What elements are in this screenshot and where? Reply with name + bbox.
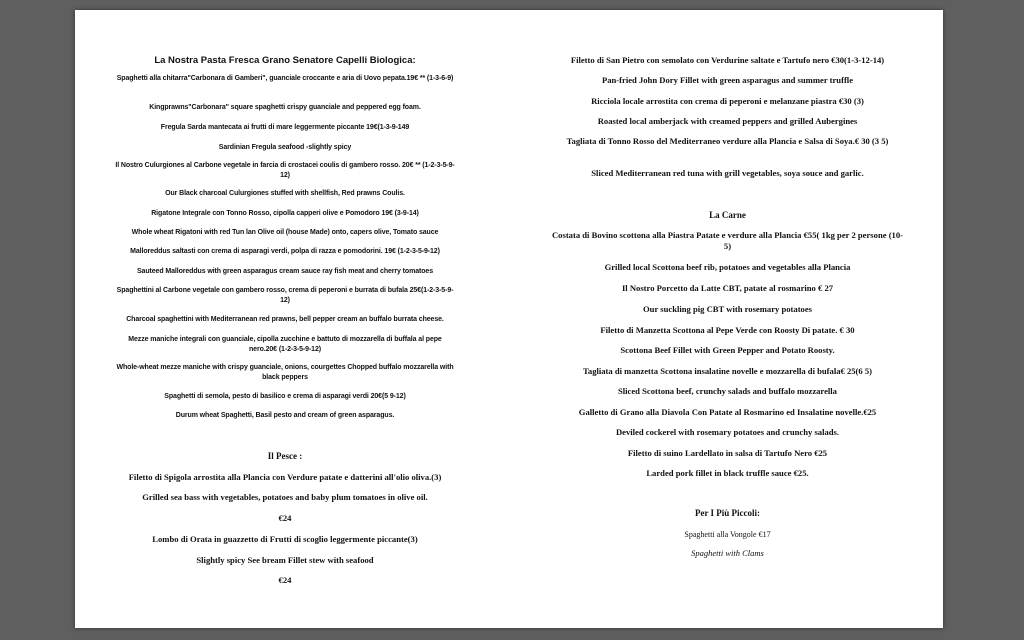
menu-item: Fregula Sarda mantecata ai frutti di mare leggermente piccante 19€(1-3-9-149 (160, 124, 410, 131)
carne-heading: La Carne (709, 210, 746, 220)
menu-item: Spaghettini al Carbone vegetale con gambero rosso, crema di peperoni e burrata di bufala 25€(1-2-3-5-9-12) (116, 287, 454, 304)
menu-item: Filetto di San Pietro con semolato con Verdurine saltate e Tartufo nero €30(1-3-12-14) (570, 55, 885, 65)
menu-item: Sauteed Malloreddus with green asparagus cream sauce ray fish meat and cherry tomatoes (136, 268, 433, 275)
menu-item: Galletto di Grano alla Diavola Con Patate al Rosmarino ed Insalatine novelle.€25 (578, 407, 877, 417)
menu-item: Sliced Scottona beef, crunchy salads and buffalo mozzarella (618, 386, 837, 396)
menu-item: Roasted local amberjack with creamed peppers and grilled Aubergines (597, 116, 858, 126)
menu-item: Spaghetti di semola, pesto di basilico e crema di asparagi verdi 20€(5 9-12) (164, 393, 406, 400)
menu-item: Spaghetti with Clams (691, 548, 764, 558)
menu-item: Spaghetti alla chitarra"Carbonara di Gamberi", guanciale croccante e aria di Uovo pepata.19€ ** (1-3-6-9) (116, 75, 454, 82)
menu-item: Grilled local Scottona beef rib, potatoes and vegetables alla Plancia (604, 262, 851, 272)
menu-item: Filetto di Spigola arrostita alla Plancia con Verdure patate e datterini all'olio oliva.(3) (128, 472, 442, 482)
menu-item: Ricciola locale arrostita con crema di peperoni e melanzane piastra €30 (3) (591, 96, 864, 106)
menu-item: Sardinian Fregula seafood -slightly spicy (218, 144, 352, 151)
menu-item: Il Nostro Porcetto da Latte CBT, patate al rosmarino € 27 (621, 283, 834, 293)
pasta-heading: La Nostra Pasta Fresca Grano Senatore Capelli Biologica: (154, 55, 416, 66)
menu-item: Filetto di Manzetta Scottona al Pepe Verde con Roosty Di patate. € 30 (600, 325, 855, 335)
menu-item: Kingprawns"Carbonara" square spaghetti crispy guanciale and peppered egg foam. (149, 104, 421, 111)
menu-item: Charcoal spaghettini with Mediterranean red prawns, bell pepper cream an buffalo burrata cheese. (126, 316, 444, 323)
menu-item: Malloreddus saltasti con crema di asparagi verdi, polpa di razza e pomodorini. 19€ (1-2-3-5-9-12) (130, 248, 440, 255)
menu-item: Our Black charcoal Culurgiones stuffed with shellfish, Red prawns Coulis. (165, 190, 405, 197)
menu-item: Il Nostro Culurgiones al Carbone vegetale in farcia di crostacei coulis di gambero rosso. 20€ ** (1-2-3-5-9-12) (115, 162, 455, 179)
menu-item-price: €24 (278, 513, 292, 523)
menu-item: Sliced Mediterranean red tuna with grill vegetables, soya souce and garlic. (591, 168, 864, 178)
pesce-heading: Il Pesce : (267, 451, 303, 461)
menu-item: Tagliata di manzetta Scottona insalatine novelle e mozzarella di bufala€ 25(6 5) (582, 366, 873, 376)
menu-item-price: €24 (278, 575, 292, 585)
menu-item: Pan-fried John Dory Fillet with green asparagus and summer truffle (601, 75, 854, 85)
menu-item: Our suckling pig CBT with rosemary potatoes (642, 304, 813, 314)
piccoli-heading: Per I Più Piccoli: (694, 508, 761, 518)
menu-item: Lombo di Orata in guazzetto di Frutti di scoglio leggermente piccante(3) (152, 534, 418, 544)
menu-item: Larded pork fillet in black truffle sauce €25. (646, 468, 809, 478)
menu-item: Filetto di suino Lardellato in salsa di Tartufo Nero €25 (627, 448, 828, 458)
menu-item: Spaghetti alla Vongole €17 (684, 530, 771, 539)
menu-item: Whole wheat Rigatoni with red Tun lan Olive oil (house Made) onto, capers olive, Tomato sauce (131, 229, 439, 236)
menu-item: Tagliata di Tonno Rosso del Mediterraneo verdure alla Plancia e Salsa di Soya.€ 30 (3 5) (566, 136, 889, 146)
menu-item: Rigatone Integrale con Tonno Rosso, cipolla capperi olive e Pomodoro 19€ (3-9-14) (151, 210, 419, 217)
menu-item: Costata di Bovino scottona alla Piastra Patate e verdure alla Plancia €55( 1kg per 2 persone (10-5) (551, 230, 904, 251)
menu-item: Mezze maniche integrali con guanciale, cipolla zucchine e battuto di mozzarella di buffala al pepe nero.20€ (1-2-3-5-9-12) (128, 336, 442, 353)
menu-item: Slightly spicy See bream Fillet stew with seafood (196, 555, 374, 565)
menu-item: Deviled cockerel with rosemary potatoes and crunchy salads. (615, 427, 840, 437)
menu-item: Durum wheat Spaghetti, Basil pesto and cream of green asparagus. (175, 412, 395, 419)
menu-item: Scottona Beef Fillet with Green Pepper and Potato Roosty. (620, 345, 835, 355)
menu-page (75, 10, 943, 628)
menu-item: Grilled sea bass with vegetables, potatoes and baby plum tomatoes in olive oil. (142, 492, 428, 502)
menu-item: Whole-wheat mezze maniche with crispy guanciale, onions, courgettes Chopped buffalo mozzarella with black peppers (116, 364, 454, 381)
